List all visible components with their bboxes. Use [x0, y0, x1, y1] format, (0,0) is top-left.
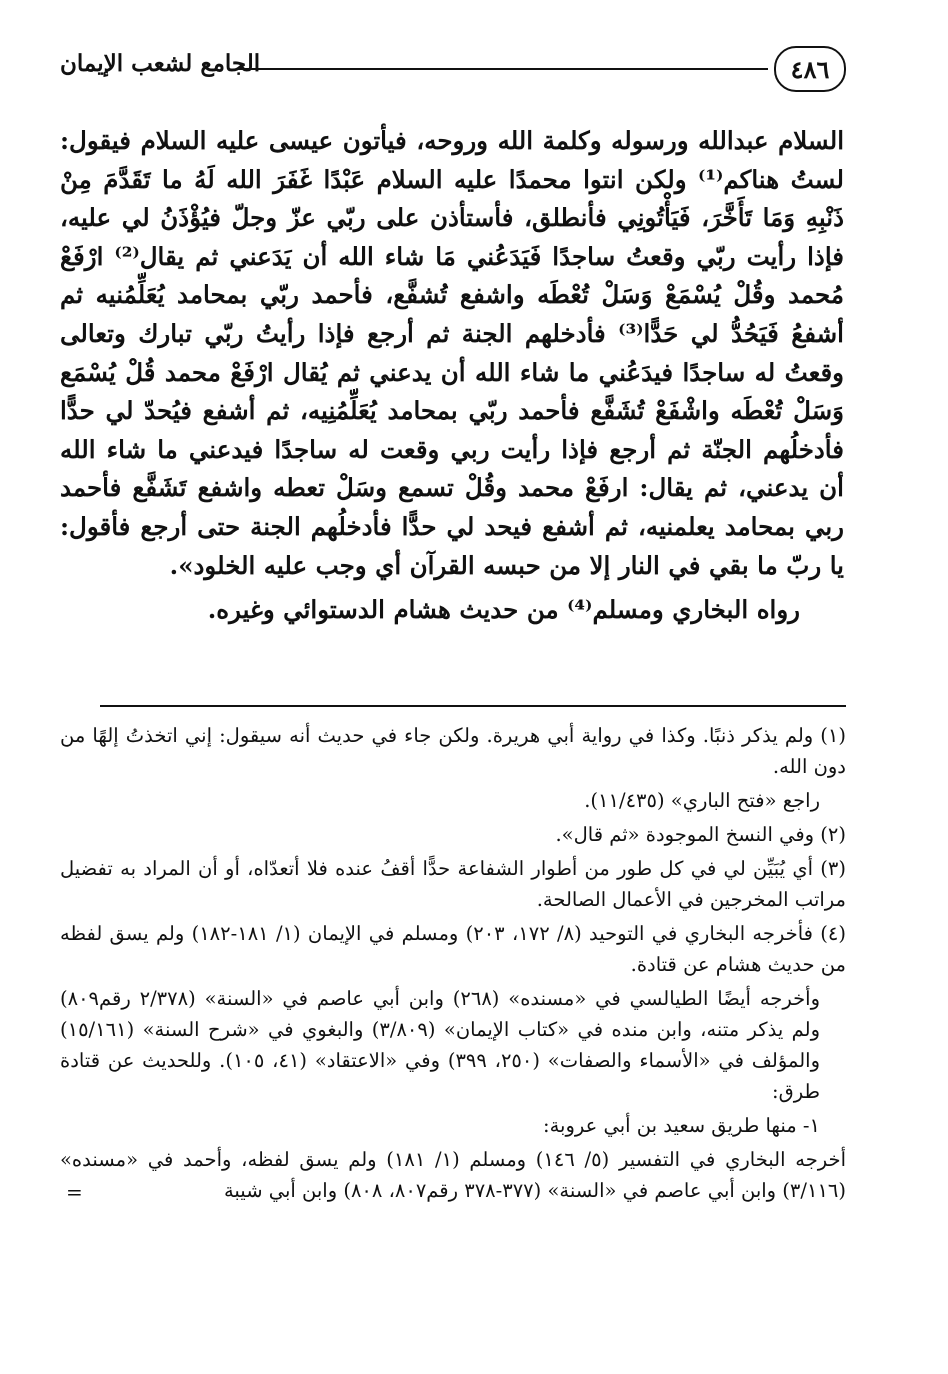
main-text: [60, 122, 844, 630]
footnote-4-more: وأخرجه أيضًا الطيالسي في «مسنده» (٢٦٨) وابن أبي عاصم في «السنة» (٢/٣٧٨ رقم٨٠٩) ولم يذكر متنه، وابن منده في «كتاب الإيمان» (٣/٨٠٩) والبغوي في «شرح السنة» (١٥/١٦١) والمؤلف في «الأسماء والصفات» (٢٥٠، ٣٩٩) وفي «الاعتقاد» (٤١، ١٠٥). وللحديث عن قتادة طرق:: [60, 987, 820, 1103]
header-rule: [238, 68, 768, 70]
footnote-4-path-1: ١- منها طريق سعيد بن أبي عروبة:: [543, 1114, 820, 1137]
footnote-4-path-1-text: أخرجه البخاري في التفسير (٥/ ١٤٦) ومسلم (١/ ١٨١) ولم يسق لفظه، وأحمد في «مسنده» (٣/١١٦) وابن أبي عاصم في «السنة» (٣٧٧-٣٧٨ رقم٨٠٧، ٨٠٨) وابن أبي شيبة: [60, 1148, 846, 1202]
running-title: الجامع لشعب الإيمان: [60, 50, 261, 77]
footnote-4-path-1-detail: [60, 1144, 846, 1206]
footnote-3: (٣) أي يُبَيِّن لي في كل طور من أطوار الشفاعة حدًّا أقفُ عنده فلا أتعدّاه، أو أن المراد به تفضيل مراتب المخرجين في الأعمال الصالحة.: [60, 857, 846, 911]
footnotes: [60, 720, 846, 1209]
footnote-2: (٢) وفي النسخ الموجودة «ثم قال».: [555, 823, 846, 846]
hadith-source: رواه البخاري ومسلم⁽⁴⁾ من حديث هشام الدستوائي وغيره.: [207, 595, 800, 625]
footnote-1-reference: راجع «فتح الباري» (١١/٤٣٥).: [584, 789, 820, 812]
footnote-divider: [100, 705, 846, 707]
footnote-4: (٤) فأخرجه البخاري في التوحيد (٨/ ١٧٢، ٢٠٣) ومسلم في الإيمان (١/ ١٨١-١٨٢) ولم يسق لفظه من حديث هشام عن قتادة.: [60, 922, 847, 976]
footnote-1: (١) ولم يذكر ذنبًا. وكذا في رواية أبي هريرة. ولكن جاء في حديث أنه سيقول: إني اتخذتُ إلهًا من دون الله.: [60, 724, 846, 778]
continuation-mark: =: [66, 1180, 83, 1204]
hadith-body: السلام عبدالله ورسوله وكلمة الله وروحه، فيأتون عيسى عليه السلام فيقول: لستُ هناكم⁽¹⁾ ولكن انتوا محمدًا عليه السلام عَبْدًا غَفَرَ الله لَهُ ما تَقَدَّمَ مِنْ ذَنْبِهِ وَمَا تَأَخَّرَ، فَيَأْتُونِي فأنطلق، فأستأذن على ربّي عزّ وجلّ فيُؤْذَنُ لي عليه، فإذا رأيت ربّي وقعتُ ساجدًا فَيَدَعُني مَا شاء الله أن يَدَعني ثم يقال⁽²⁾ ارْفَعْ مُحمد وقُلْ يُسْمَعْ وَسَلْ تُعْطَه واشفع تُشفَّع، فأحمد ربّي بمحامد يُعَلِّمُنيه ثم أشفعُ فَيَحُدُّ لي حَدًّا⁽³⁾ فأدخلهم الجنة ثم أرجع فإذا رأيتُ ربّي تبارك وتعالى وقعتُ له ساجدًا فيدَعُني ما شاء الله أن يدعني ثم يُقال ارْفَعْ محمد قُلْ يُسْمَع وَسَلْ تُعْطَه واشْفَعْ تُشَفَّع فأحمد ربّي بمحامد يُعَلِّمُنِيه، ثم أشفع فيُحدّ لي حدًّا فأدخلُهم الجنّة ثم أرجع فإذا رأيت ربي وقعت له ساجدًا فيدعني ما شاء الله أن يدعني، ثم يقال: ارفَعْ محمد وقُلْ تسمع وسَلْ تعطه واشفع تَشَفَّع فأحمد ربي بمحامد يعلمنيه، ثم أشفع فيحد لي حدًّا فأدخلُهم الجنة حتى أرجع فأقول: يا ربّ ما بقي في النار إلا من حبسه القرآن أي وجب عليه الخلود».: [60, 126, 845, 580]
page-number: ٤٨٦: [774, 46, 846, 92]
page-header: [60, 44, 846, 104]
